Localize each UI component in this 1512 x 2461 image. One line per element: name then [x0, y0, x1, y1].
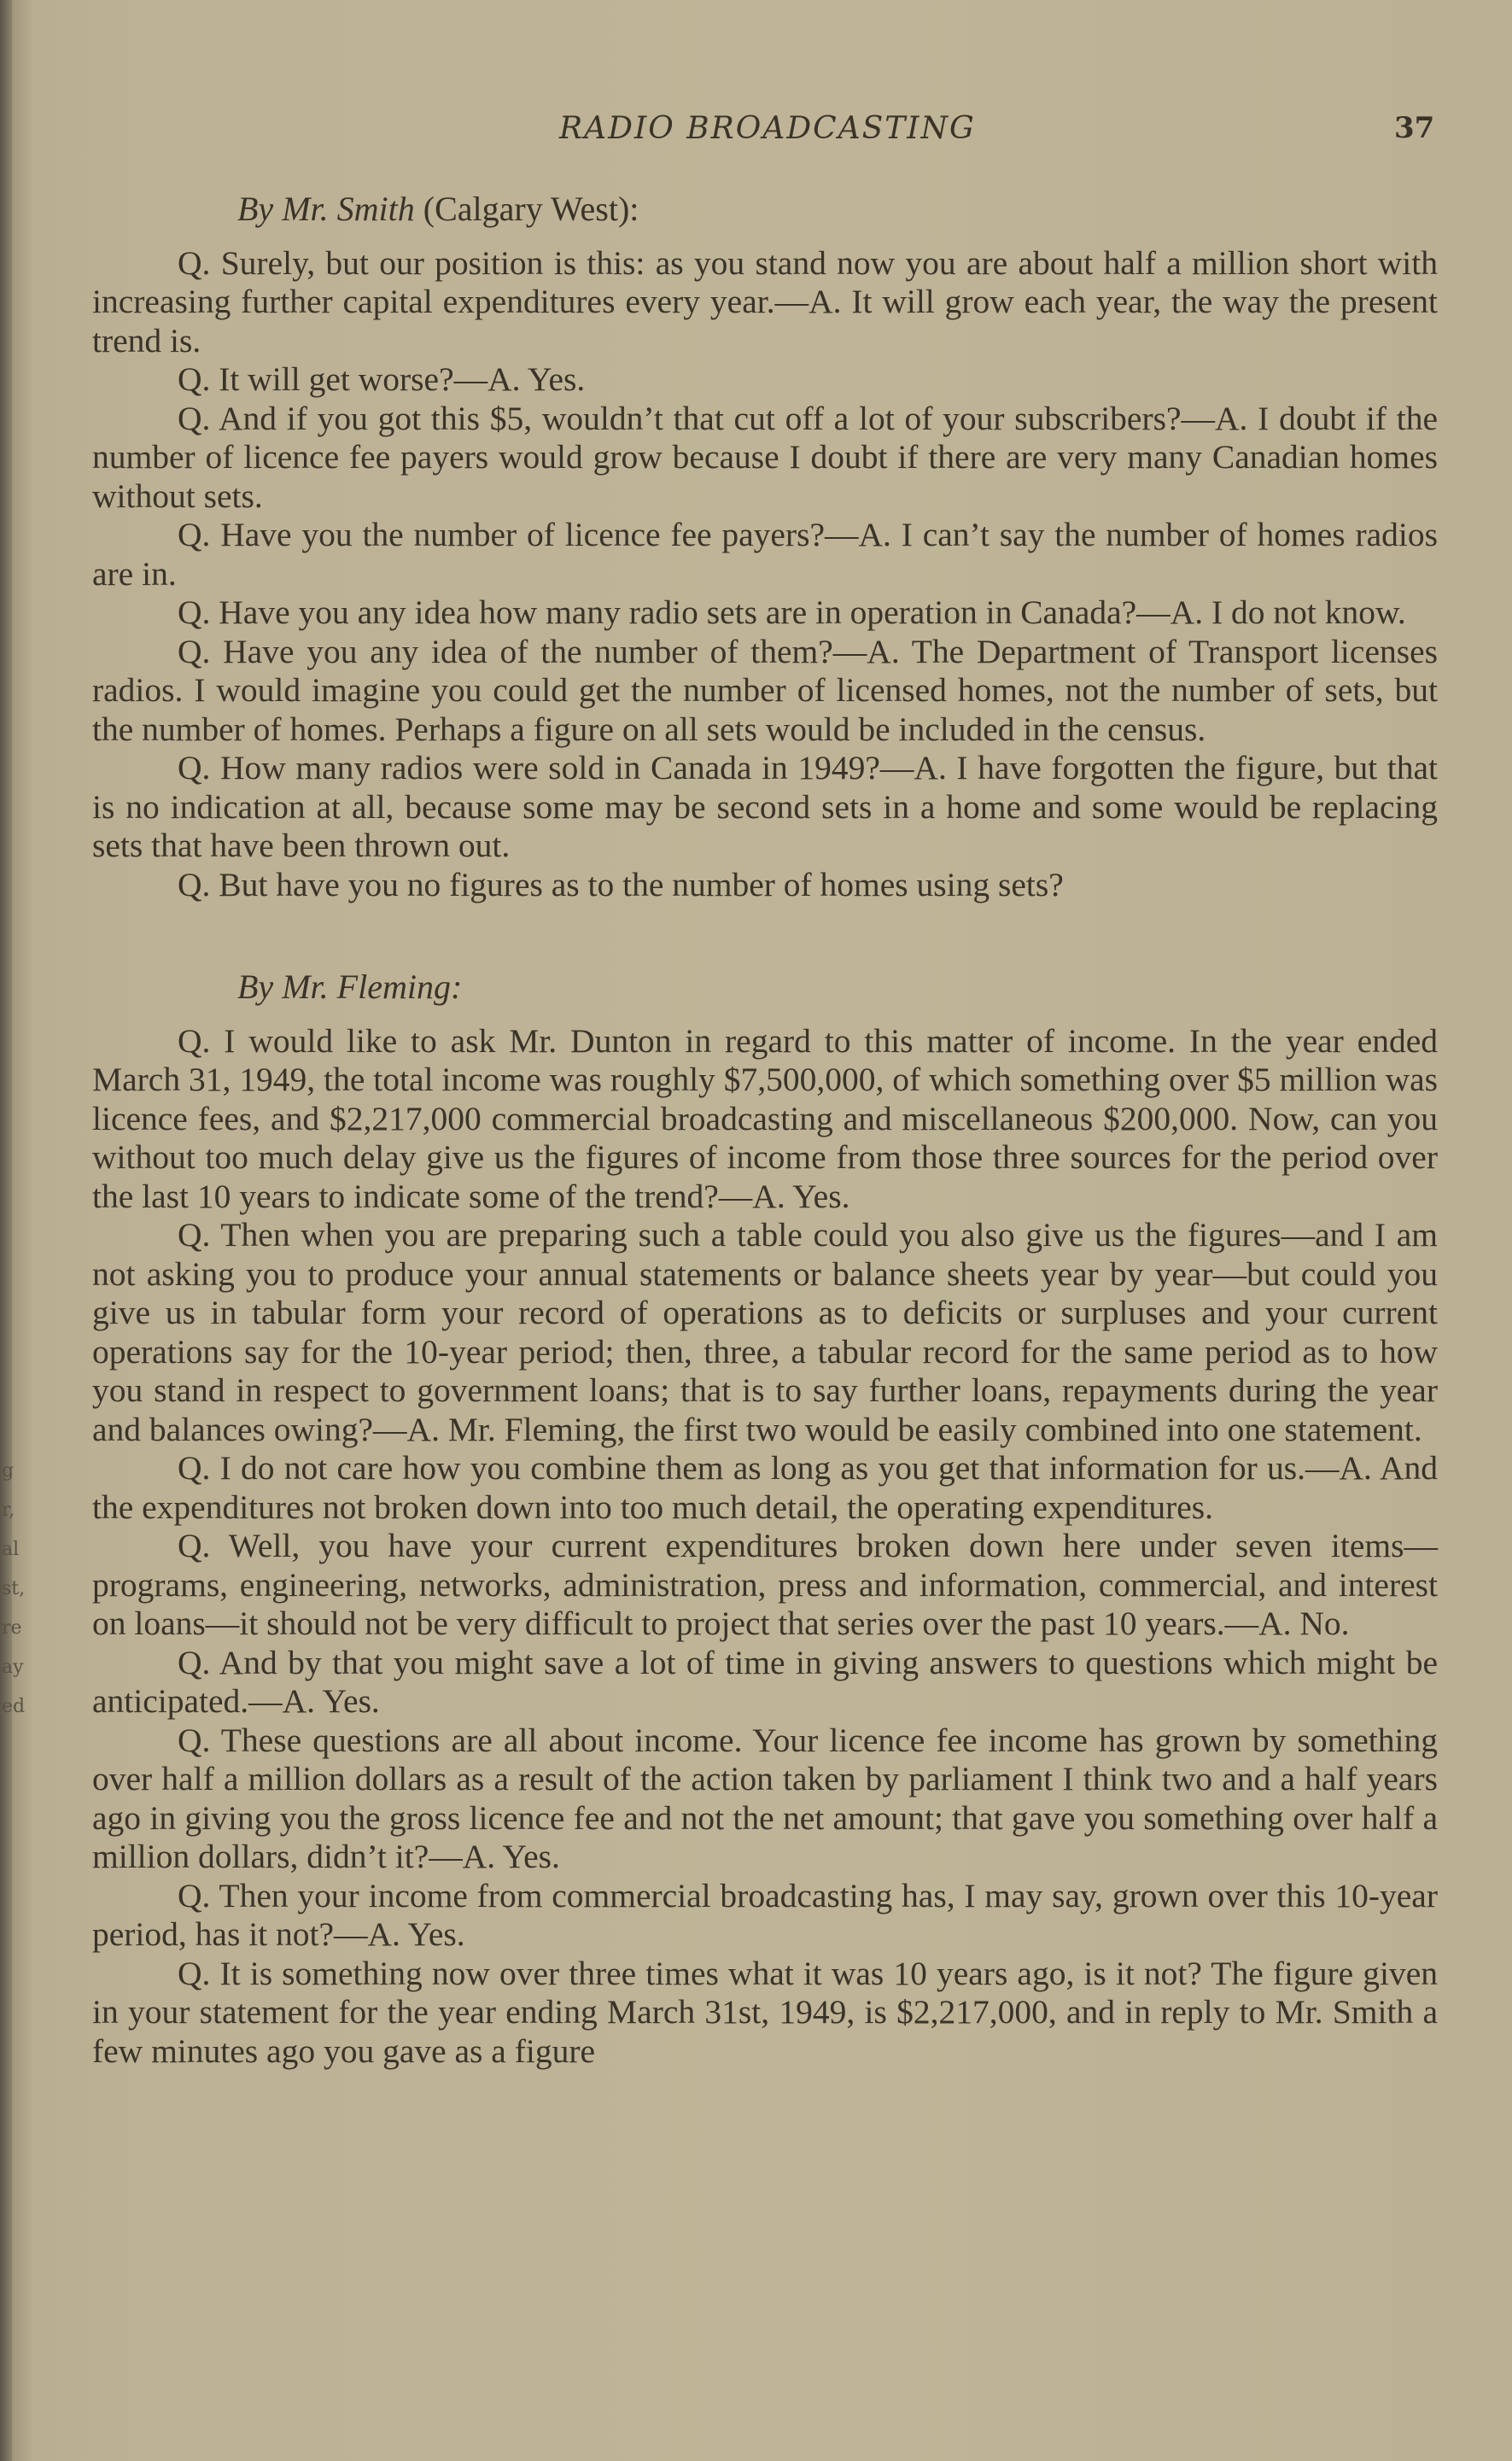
speaker-suffix: (Calgary West): [414, 190, 639, 228]
margin-mark: r, [2, 1499, 15, 1521]
testimony-paragraph: Q. I would like to ask Mr. Dunton in regard to this matter of income. In the year ended March 31, 1949, the total income was roughly $7,500,000, of which something over $5 million was licence fees, and $2,217,000 commercial broadcasting and miscellaneous $200,000. Now, can you without too much delay give us the figures of income from those three sources for the period over the last 10 years to indicate some of the trend?—A. Yes. [92, 1021, 1438, 1215]
speaker-name: By Mr. Fleming: [237, 967, 463, 1006]
page-header [0, 111, 1512, 154]
testimony-paragraph: Q. These questions are all about income. Your licence fee income has grown by something over half a million dollars as a result of the action taken by parliament I think two and a half years ago in giving you the gross licence fee and not the net amount; that gave you something over half a million dollars, didn’t it?—A. Yes. [92, 1721, 1438, 1875]
testimony-paragraph: Q. And if you got this $5, wouldn’t that cut off a lot of your subscribers?—A. I doubt if the number of licence fee payers would grow because I doubt if there are very many Canadian homes without sets. [92, 399, 1438, 515]
testimony-paragraph: Q. It is something now over three times what it was 10 years ago, is it not? The figure given in your statement for the year ending March 31st, 1949, is $2,217,000, and in reply to Mr. Smith a few minutes ago you gave as a figure [92, 1954, 1438, 2070]
section-gap [92, 904, 1438, 967]
testimony-paragraph: Q. How many radios were sold in Canada in 1949?—A. I have forgotten the figure, but that is no indication at all, because some may be second sets in a home and some would be replacing sets that have been thrown out. [92, 749, 1438, 864]
page-spine-shadow [0, 0, 12, 2461]
margin-mark: ay [2, 1657, 24, 1678]
running-title: RADIO BROADCASTING [559, 111, 976, 146]
margin-mark: ed [2, 1696, 26, 1717]
testimony-paragraph: Q. It will get worse?—A. Yes. [178, 360, 586, 398]
margin-mark: st, [2, 1578, 26, 1599]
testimony-paragraph: Q. Have you any idea of the number of them?—A. The Department of Transport licenses radios. I would imagine you could get the number of licensed homes, not the number of sets, but the number of homes. Perhaps a figure on all sets would be included in the census. [92, 632, 1438, 748]
margin-mark: re [2, 1617, 22, 1639]
page-body [92, 190, 1438, 2071]
left-margin-bleed-text [2, 1452, 27, 1727]
speaker-name: By Mr. Smith [237, 190, 415, 228]
testimony-paragraph: Q. Then your income from commercial broadcasting has, I may say, grown over this 10-year period, has it not?—A. Yes. [92, 1876, 1438, 1953]
testimony-paragraph: Q. But have you no figures as to the number of homes using sets? [178, 865, 1064, 903]
testimony-paragraph: Q. Have you any idea how many radio sets are in operation in Canada?—A. I do not know. [178, 593, 1406, 631]
speaker-heading [237, 190, 1438, 229]
margin-mark: g [2, 1460, 15, 1482]
testimony-paragraph: Q. And by that you might save a lot of time in giving answers to questions which might be anticipated.—A. Yes. [92, 1643, 1438, 1720]
testimony-paragraph: Q. Surely, but our position is this: as you stand now you are about half a million short with increasing further capital expenditures every year.—A. It will grow each year, the way the present trend is. [92, 243, 1438, 360]
page-number: 37 [1394, 111, 1435, 145]
testimony-paragraph: Q. Well, you have your current expenditures broken down here under seven items—programs, engineering, networks, administration, press and information, commercial, and interest on loans—it should not be very difficult to project that series over the past 10 years.—A. No. [92, 1527, 1438, 1642]
margin-mark: al [2, 1539, 20, 1560]
testimony-paragraph: Q. Then when you are preparing such a table could you also give us the figures—and I am not asking you to produce your annual statements or balance sheets year by year—but could you give us in tabular form your record of operations as to deficits or surpluses and your current operations say for the 10-year period; then, three, a tabular record for the same period as to how you stand in respect to government loans; that is to say further loans, repayments during the year and balances owing?—A. Mr. Fleming, the first two would be easily combined into one statement. [92, 1216, 1438, 1448]
speaker-heading [237, 967, 1438, 1007]
testimony-paragraph: Q. Have you the number of licence fee payers?—A. I can’t say the number of homes radios are in. [92, 516, 1438, 593]
testimony-paragraph: Q. I do not care how you combine them as long as you get that information for us.—A. And the expenditures not broken down into too much detail, the operating expenditures. [92, 1449, 1438, 1526]
